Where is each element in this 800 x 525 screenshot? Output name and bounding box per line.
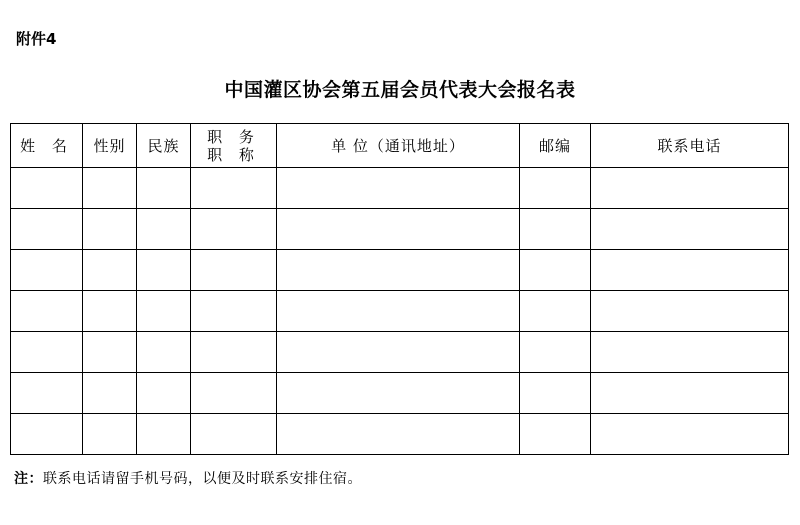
cell-position[interactable]	[191, 414, 277, 455]
cell-ethnicity[interactable]	[137, 414, 191, 455]
header-unit-address: 单 位（通讯地址）	[277, 124, 520, 168]
header-position: 职 务	[207, 127, 260, 146]
header-position-title	[191, 124, 277, 168]
cell-unit[interactable]	[277, 332, 520, 373]
cell-phone[interactable]	[591, 168, 789, 209]
cell-phone[interactable]	[591, 414, 789, 455]
cell-unit[interactable]	[277, 250, 520, 291]
cell-gender[interactable]	[83, 209, 137, 250]
cell-position[interactable]	[191, 250, 277, 291]
cell-unit[interactable]	[277, 291, 520, 332]
cell-ethnicity[interactable]	[137, 168, 191, 209]
cell-phone[interactable]	[591, 250, 789, 291]
cell-phone[interactable]	[591, 291, 789, 332]
cell-name[interactable]	[11, 373, 83, 414]
header-name: 姓 名	[11, 124, 83, 168]
cell-postcode[interactable]	[520, 209, 591, 250]
cell-position[interactable]	[191, 332, 277, 373]
cell-ethnicity[interactable]	[137, 373, 191, 414]
cell-ethnicity[interactable]	[137, 250, 191, 291]
cell-postcode[interactable]	[520, 414, 591, 455]
cell-ethnicity[interactable]	[137, 332, 191, 373]
header-phone: 联系电话	[591, 124, 789, 168]
cell-name[interactable]	[11, 414, 83, 455]
cell-postcode[interactable]	[520, 332, 591, 373]
cell-phone[interactable]	[591, 332, 789, 373]
form-title: 中国灌区协会第五届会员代表大会报名表	[224, 79, 576, 101]
cell-position[interactable]	[191, 373, 277, 414]
table-row	[11, 291, 789, 332]
header-postcode: 邮编	[520, 124, 591, 168]
cell-gender[interactable]	[83, 250, 137, 291]
cell-postcode[interactable]	[520, 168, 591, 209]
cell-ethnicity[interactable]	[137, 209, 191, 250]
cell-unit[interactable]	[277, 209, 520, 250]
cell-name[interactable]	[11, 291, 83, 332]
attachment-label: 附件4	[16, 30, 57, 48]
cell-postcode[interactable]	[520, 291, 591, 332]
cell-position[interactable]	[191, 168, 277, 209]
table-body	[11, 168, 789, 455]
cell-ethnicity[interactable]	[137, 291, 191, 332]
cell-name[interactable]	[11, 209, 83, 250]
header-ethnicity: 民族	[137, 124, 191, 168]
table-row	[11, 414, 789, 455]
cell-gender[interactable]	[83, 332, 137, 373]
header-row	[11, 124, 789, 168]
cell-gender[interactable]	[83, 414, 137, 455]
table-row	[11, 250, 789, 291]
registration-table	[10, 123, 789, 455]
cell-postcode[interactable]	[520, 373, 591, 414]
footnote-label: 注：	[14, 471, 43, 487]
footnote	[14, 470, 362, 488]
cell-phone[interactable]	[591, 209, 789, 250]
cell-gender[interactable]	[83, 168, 137, 209]
cell-name[interactable]	[11, 332, 83, 373]
cell-name[interactable]	[11, 250, 83, 291]
cell-unit[interactable]	[277, 414, 520, 455]
footnote-text: 联系电话请留手机号码，以便及时联系安排住宿。	[43, 471, 362, 487]
cell-name[interactable]	[11, 168, 83, 209]
cell-gender[interactable]	[83, 291, 137, 332]
table-row	[11, 373, 789, 414]
table-row	[11, 209, 789, 250]
table-row	[11, 332, 789, 373]
cell-unit[interactable]	[277, 373, 520, 414]
cell-phone[interactable]	[591, 373, 789, 414]
cell-position[interactable]	[191, 209, 277, 250]
table-row	[11, 168, 789, 209]
cell-unit[interactable]	[277, 168, 520, 209]
header-gender: 性别	[83, 124, 137, 168]
cell-gender[interactable]	[83, 373, 137, 414]
header-professional-title: 职 称	[207, 145, 260, 164]
cell-postcode[interactable]	[520, 250, 591, 291]
cell-position[interactable]	[191, 291, 277, 332]
